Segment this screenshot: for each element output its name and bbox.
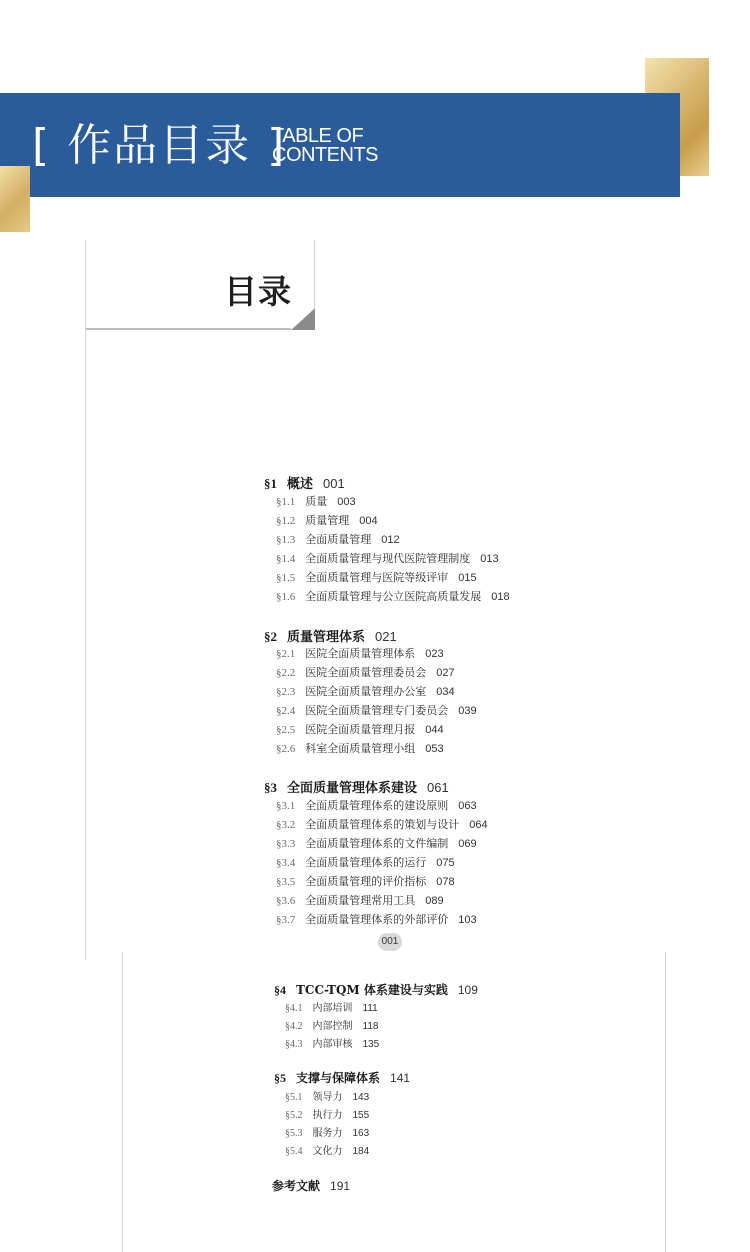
subsection-page: 004 xyxy=(359,515,378,527)
toc-section xyxy=(264,626,397,645)
subsection-number: §2.1 xyxy=(276,648,296,660)
references-page: 191 xyxy=(330,1179,351,1193)
toc-section xyxy=(264,473,345,492)
subsection-page: 063 xyxy=(458,800,477,812)
toc-heading-tab xyxy=(86,240,315,330)
subsection-number: §3.7 xyxy=(276,914,296,926)
subsection-title: 医院全面质量管理月报 xyxy=(305,723,416,736)
toc-references xyxy=(272,1177,350,1194)
subsection-number: §2.6 xyxy=(276,743,296,755)
toc-subsection xyxy=(276,797,477,813)
subsection-page: 069 xyxy=(458,838,477,850)
subsection-page: 143 xyxy=(352,1092,370,1103)
subsection-number: §5.1 xyxy=(285,1092,303,1103)
subsection-page: 064 xyxy=(469,819,488,831)
subsection-title: 服务力 xyxy=(312,1128,343,1139)
subsection-number: §1.3 xyxy=(276,534,296,546)
subsection-title: 全面质量管理体系的外部评价 xyxy=(305,913,449,926)
subsection-number: §5.2 xyxy=(285,1110,303,1121)
subsection-title: 全面质量管理常用工具 xyxy=(305,894,416,907)
subsection-number: §1.6 xyxy=(276,591,296,603)
toc-subsection xyxy=(276,493,356,509)
toc-subsection xyxy=(276,854,455,870)
subsection-page: 155 xyxy=(352,1110,370,1121)
subsection-number: §4.2 xyxy=(285,1021,303,1032)
toc-subsection xyxy=(285,1142,369,1157)
subsection-page: 003 xyxy=(337,496,356,508)
subsection-title: 医院全面质量管理办公室 xyxy=(305,685,427,698)
subsection-title: 医院全面质量管理体系 xyxy=(305,647,416,660)
subsection-number: §4.1 xyxy=(285,1003,303,1014)
section-title: 质量管理体系 xyxy=(287,630,366,645)
toc-subsection xyxy=(285,1106,369,1121)
toc-section xyxy=(274,1069,410,1086)
subsection-number: §5.3 xyxy=(285,1128,303,1139)
subsection-number: §4.3 xyxy=(285,1039,303,1050)
subsection-page: 034 xyxy=(436,686,455,698)
banner-subtitle xyxy=(272,127,378,165)
subsection-page: 184 xyxy=(352,1146,370,1157)
subsection-page: 013 xyxy=(480,553,499,565)
subsection-page: 135 xyxy=(362,1039,380,1050)
toc-section xyxy=(274,981,478,998)
book-page-2 xyxy=(122,952,666,1252)
toc-subsection xyxy=(276,664,455,680)
toc-subsection xyxy=(276,816,488,832)
section-number: §2 xyxy=(264,629,277,644)
toc-subsection xyxy=(276,873,455,889)
section-number: §5 xyxy=(274,1071,286,1085)
gold-decor-left xyxy=(0,166,30,232)
subsection-title: 领导力 xyxy=(312,1092,343,1103)
subsection-title: 内部审核 xyxy=(312,1039,353,1050)
book-page-1 xyxy=(85,240,666,960)
toc-subsection xyxy=(276,702,477,718)
subsection-page: 044 xyxy=(425,724,444,736)
page-number-badge: 001 xyxy=(378,933,402,951)
section-page: 141 xyxy=(390,1071,411,1085)
subsection-number: §2.4 xyxy=(276,705,296,717)
banner-subtitle-line2: CONTENTS xyxy=(272,144,378,166)
references-title: 参考文献 xyxy=(272,1179,321,1193)
subsection-number: §3.2 xyxy=(276,819,296,831)
subsection-title: 科室全面质量管理小组 xyxy=(305,742,416,755)
toc-section xyxy=(264,777,449,796)
section-page: 061 xyxy=(427,780,449,795)
section-title: 全面质量管理体系建设 xyxy=(287,781,418,796)
toc-subsection xyxy=(276,512,378,528)
section-number: §3 xyxy=(264,780,277,795)
toc-subsection xyxy=(276,683,455,699)
subsection-number: §3.5 xyxy=(276,876,296,888)
subsection-number: §2.2 xyxy=(276,667,296,679)
subsection-title: 全面质量管理体系的文件编制 xyxy=(305,837,449,850)
banner-title: [ 作品目录 ] xyxy=(32,120,287,171)
toc-subsection xyxy=(276,835,477,851)
toc-subsection xyxy=(276,892,444,908)
section-page: 109 xyxy=(457,983,478,997)
subsection-title: 全面质量管理与公立医院高质量发展 xyxy=(305,590,482,603)
subsection-number: §1.2 xyxy=(276,515,296,527)
toc-subsection xyxy=(285,1017,378,1032)
toc-heading: 目录 xyxy=(224,272,292,311)
toc-subsection xyxy=(276,645,444,661)
subsection-page: 078 xyxy=(436,876,455,888)
section-page: 001 xyxy=(323,476,345,491)
subsection-title: 全面质量管理与现代医院管理制度 xyxy=(305,552,471,565)
subsection-title: 全面质量管理 xyxy=(305,533,372,546)
subsection-title: 质量管理 xyxy=(305,514,350,527)
subsection-number: §3.6 xyxy=(276,895,296,907)
subsection-title: 文化力 xyxy=(312,1146,343,1157)
toc-subsection xyxy=(276,550,499,566)
subsection-title: 质量 xyxy=(305,495,328,508)
toc-subsection xyxy=(285,1124,369,1139)
subsection-page: 039 xyxy=(458,705,477,717)
section-title: 支撑与保障体系 xyxy=(296,1071,381,1085)
subsection-title: 全面质量管理的评价指标 xyxy=(305,875,427,888)
subsection-page: 018 xyxy=(491,591,510,603)
subsection-page: 023 xyxy=(425,648,444,660)
subsection-title: 全面质量管理体系的建设原则 xyxy=(305,799,449,812)
toc-subsection xyxy=(276,588,510,604)
subsection-title: 医院全面质量管理委员会 xyxy=(305,666,427,679)
subsection-page: 089 xyxy=(425,895,444,907)
subsection-title: 全面质量管理与医院等级评审 xyxy=(305,571,449,584)
subsection-number: §1.5 xyxy=(276,572,296,584)
section-page: 021 xyxy=(375,629,397,644)
subsection-page: 053 xyxy=(425,743,444,755)
toc-subsection xyxy=(276,569,477,585)
toc-subsection xyxy=(285,1035,379,1050)
toc-subsection xyxy=(285,999,378,1014)
subsection-title: 全面质量管理体系的运行 xyxy=(305,856,427,869)
section-title: 概述 xyxy=(287,477,314,492)
subsection-page: 118 xyxy=(362,1021,379,1032)
subsection-title: 内部培训 xyxy=(312,1003,353,1014)
subsection-page: 163 xyxy=(352,1128,370,1139)
toc-subsection xyxy=(285,1088,369,1103)
subsection-page: 015 xyxy=(458,572,477,584)
subsection-title: 执行力 xyxy=(312,1110,343,1121)
subsection-number: §1.1 xyxy=(276,496,296,508)
subsection-number: §2.5 xyxy=(276,724,296,736)
toc-subsection xyxy=(276,911,477,927)
subsection-page: 111 xyxy=(362,1003,378,1014)
subsection-number: §5.4 xyxy=(285,1146,303,1157)
subsection-title: 医院全面质量管理专门委员会 xyxy=(305,704,449,717)
toc-subsection xyxy=(276,721,444,737)
subsection-number: §2.3 xyxy=(276,686,296,698)
subsection-page: 103 xyxy=(458,914,477,926)
section-title: TCC-TQM 体系建设与实践 xyxy=(296,983,448,997)
subsection-title: 全面质量管理体系的策划与设计 xyxy=(305,818,460,831)
subsection-number: §3.4 xyxy=(276,857,296,869)
subsection-number: §1.4 xyxy=(276,553,296,565)
subsection-number: §3.3 xyxy=(276,838,296,850)
subsection-title: 内部控制 xyxy=(312,1021,353,1032)
toc-subsection xyxy=(276,740,444,756)
subsection-page: 075 xyxy=(436,857,455,869)
toc-subsection xyxy=(276,531,400,547)
subsection-number: §3.1 xyxy=(276,800,296,812)
section-number: §1 xyxy=(264,476,277,491)
section-number: §4 xyxy=(274,983,286,997)
subsection-page: 027 xyxy=(436,667,455,679)
page-fold-highlight xyxy=(291,308,315,330)
subsection-page: 012 xyxy=(381,534,400,546)
banner-subtitle-line1: TABLE OF xyxy=(272,125,364,147)
